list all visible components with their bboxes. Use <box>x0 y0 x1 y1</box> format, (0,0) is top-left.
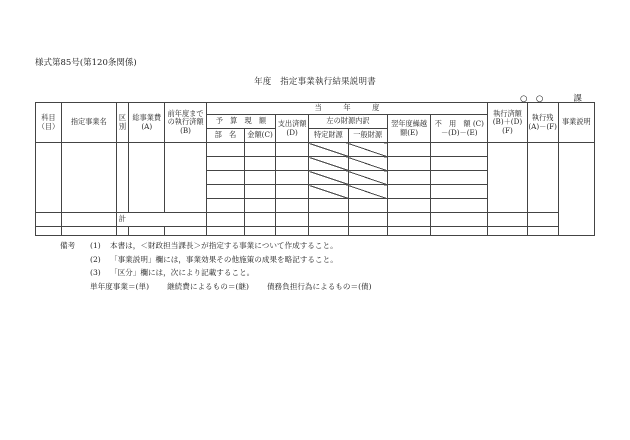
total-kamoku <box>36 213 62 227</box>
note-number: (3) <box>90 268 101 277</box>
note-text: 「事業説明」欄には，事業効果その他施策の成果を略記すること。 <box>110 254 338 264</box>
note-number: (1) <box>90 241 101 250</box>
cell-fuyo <box>431 157 488 171</box>
cell-kurikoshi <box>387 199 430 213</box>
form-number: 様式第85号(第120条関係) <box>35 58 137 68</box>
cell-kingaku <box>245 185 276 199</box>
cell-ippan-diagonal <box>348 171 387 185</box>
cell-kingaku <box>245 157 276 171</box>
header-yosan-genkaku: 予 算 現 額 <box>206 115 275 129</box>
notes <box>60 239 390 293</box>
cell-tokutei-diagonal <box>309 185 348 199</box>
cell-ippan-diagonal <box>348 157 387 171</box>
total-fuyo <box>431 213 488 227</box>
foot-cell <box>387 227 430 236</box>
header-kubun: 区別 <box>116 103 128 143</box>
foot-cell <box>276 227 309 236</box>
header-zennendo: 前年度までの執行済額(B) <box>165 103 206 143</box>
total-jigyo <box>61 213 116 227</box>
cell-tokutei-diagonal <box>309 157 348 171</box>
header-shikkozan: 執行残 (A)－(F) <box>527 103 558 143</box>
cell-shishutsu <box>276 171 309 185</box>
header-shikkosumi: 執行済額 (B)＋(D)(F) <box>488 103 527 143</box>
foot-cell <box>348 227 387 236</box>
cell-tokutei-diagonal <box>309 171 348 185</box>
note-text: 本書は，＜財政担当課長＞が指定する事業について作成すること。 <box>110 241 338 250</box>
header-kingaku: 金額(C) <box>245 129 276 143</box>
cell-ippan-diagonal <box>348 143 387 157</box>
cell-shishutsu <box>276 157 309 171</box>
foot-cell <box>206 227 244 236</box>
foot-cell <box>527 227 558 236</box>
total-shikkozan <box>527 213 558 227</box>
cell-tokutei <box>309 199 348 213</box>
header-zaigen-naiyaku: 左の財源内訳 <box>309 115 388 129</box>
total-kingaku <box>245 213 276 227</box>
cell-bumei <box>206 199 244 213</box>
note-row <box>60 266 390 280</box>
cell-kurikoshi <box>387 185 430 199</box>
total-label: 計 <box>116 213 206 227</box>
header-bumei: 部 名 <box>206 129 244 143</box>
cell-jigyo <box>61 143 116 213</box>
cell-kurikoshi <box>387 157 430 171</box>
cell-fuyo <box>431 143 488 157</box>
cell-ippan <box>348 199 387 213</box>
document-title: 年度 指定事業執行結果説明書 <box>254 77 376 87</box>
foot-cell <box>488 227 527 236</box>
cell-bumei <box>206 157 244 171</box>
cell-shishutsu <box>276 143 309 157</box>
result-table <box>35 102 595 236</box>
department-circles: ○ ○ <box>520 94 544 104</box>
header-jigyo: 指定事業名 <box>61 103 116 143</box>
note-row <box>60 239 390 253</box>
foot-cell <box>129 227 165 236</box>
cell-kingaku <box>245 171 276 185</box>
cell-bumei <box>206 185 244 199</box>
note-text: 「区分」欄には，次により記載すること。 <box>110 268 255 277</box>
cell-kurikoshi <box>387 143 430 157</box>
header-shishutsu: 支出済額(D) <box>276 115 309 143</box>
foot-cell <box>61 227 116 236</box>
cell-ippan-diagonal <box>348 185 387 199</box>
note-sub-debt: 債務負担行為によるもの＝(債) <box>266 281 372 291</box>
cell-kurikoshi <box>387 171 430 185</box>
department-ka: 課 <box>573 94 582 104</box>
notes-lead: 備考 <box>60 241 76 250</box>
header-tokutei: 特定財源 <box>309 129 348 143</box>
total-ippan <box>348 213 387 227</box>
total-shikkosumi <box>488 213 527 227</box>
foot-cell <box>165 227 206 236</box>
header-ippan: 一般財源 <box>348 129 387 143</box>
cell-kamoku <box>36 143 62 213</box>
cell-setsumei <box>558 143 594 236</box>
foot-cell <box>309 227 348 236</box>
header-kurikoshi: 翌年度繰越額(E) <box>387 115 430 143</box>
cell-bumei <box>206 143 244 157</box>
note-number: (2) <box>90 254 101 264</box>
note-row <box>60 253 390 267</box>
cell-bumei <box>206 171 244 185</box>
total-kurikoshi <box>387 213 430 227</box>
cell-shikkosumi <box>488 143 527 213</box>
header-setsumei: 事業説明 <box>558 103 594 143</box>
cell-fuyo <box>431 171 488 185</box>
total-bumei <box>206 213 244 227</box>
cell-shishutsu <box>276 185 309 199</box>
total-tokutei <box>309 213 348 227</box>
note-sub-single: 単年度事業＝(単) <box>90 281 150 291</box>
cell-fuyo <box>431 199 488 213</box>
cell-shishutsu <box>276 199 309 213</box>
cell-kingaku <box>245 143 276 157</box>
header-kamoku: 科目（目） <box>36 103 62 143</box>
header-sojigyohi: 総事業費(A) <box>129 103 165 143</box>
header-fuyo: 不 用 額 (C)－(D)－(E) <box>431 115 488 143</box>
foot-cell <box>431 227 488 236</box>
foot-cell <box>36 227 62 236</box>
cell-kingaku <box>245 199 276 213</box>
cell-tokutei-diagonal <box>309 143 348 157</box>
cell-shikkozan <box>527 143 558 213</box>
foot-cell <box>245 227 276 236</box>
note-sub-continuing: 継続費によるもの＝(継) <box>167 281 249 291</box>
cell-zennendo <box>165 143 206 213</box>
note-sub-row <box>60 280 390 294</box>
cell-fuyo <box>431 185 488 199</box>
total-shishutsu <box>276 213 309 227</box>
header-tonendo: 当 年 度 <box>206 103 488 115</box>
cell-kubun <box>116 143 128 213</box>
cell-sojigyohi <box>129 143 165 213</box>
foot-cell <box>116 227 128 236</box>
